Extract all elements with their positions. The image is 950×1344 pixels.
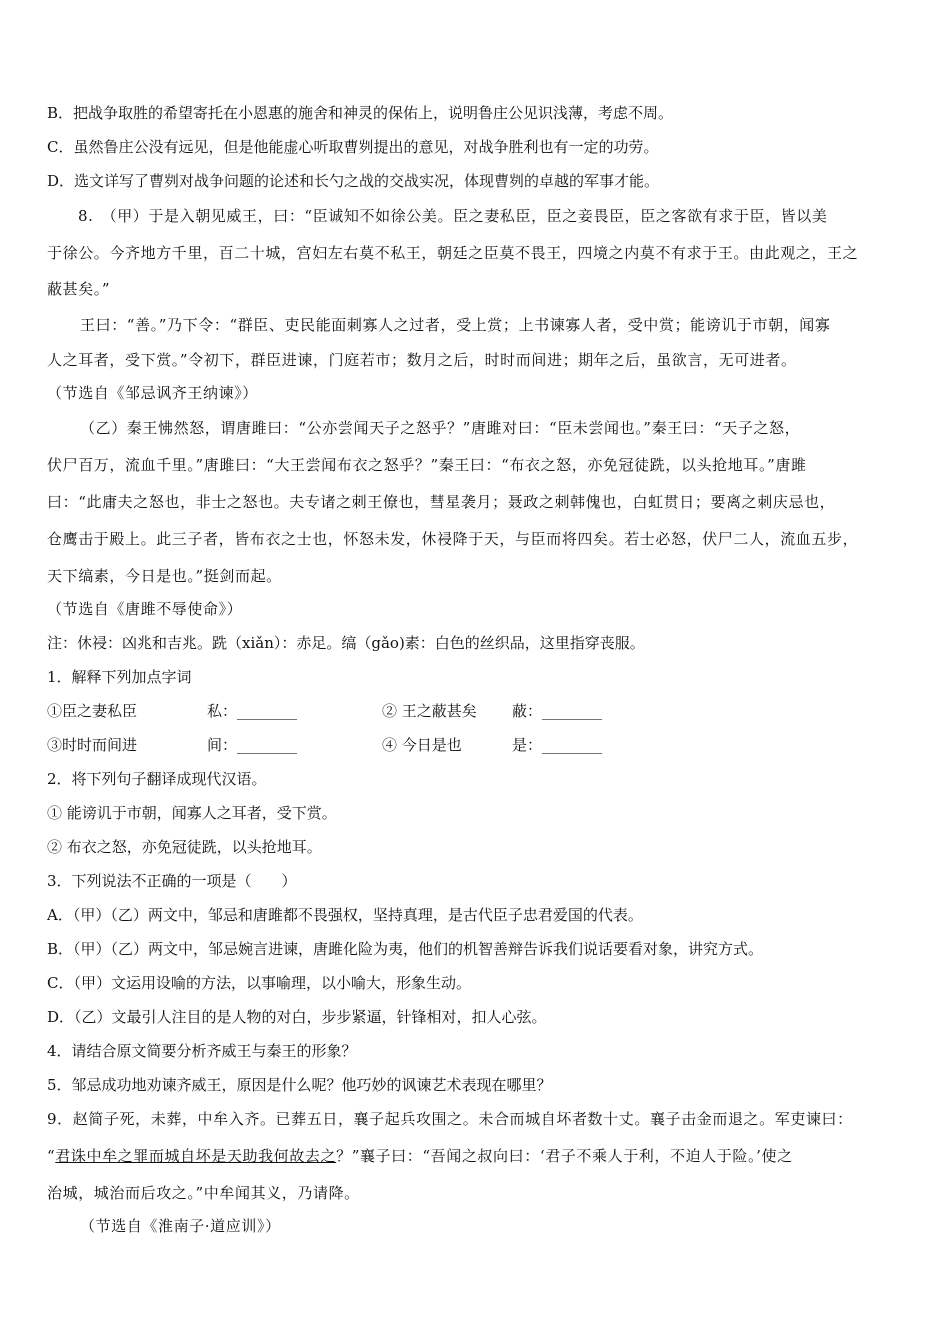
word-item-4: ④ 今日是也 <box>382 736 462 754</box>
answer-blank-2: 蔽：________ <box>512 702 603 720</box>
q8-jia-line-4: 王曰：“善。”乃下令：“群臣、吏民能面刺寡人之过者，受上赏；上书谏寡人者，受中赏；能谤讥于市朝，闻寡 <box>80 316 831 334</box>
word-item-2: ② 王之蔽甚矣 <box>382 702 477 720</box>
q8-sub2-item-1: ① 能谤讥于市朝，闻寡人之耳者，受下赏。 <box>47 804 337 822</box>
q8-yi-source: （节选自《唐雎不辱使命》） <box>47 600 243 618</box>
q8-note: 注：休祲：凶兆和吉兆。跣（xiǎn）：赤足。缟（gǎo)素：白色的丝织品，这里指穿丧服。 <box>47 634 645 652</box>
q9-line-2 <box>47 1146 793 1166</box>
q7-option-c: C．虽然鲁庄公没有远见，但是他能虚心听取曹刿提出的意见，对战争胜利也有一定的功劳。 <box>47 138 659 156</box>
q8-jia-line-3: 蔽甚矣。” <box>47 280 111 298</box>
q9-open-quote: “ <box>47 1147 56 1165</box>
word-item-3: ③时时而间进 <box>47 736 138 754</box>
q8-sub3-option-c: C．（甲）文运用设喻的方法，以事喻理，以小喻大，形象生动。 <box>47 974 471 992</box>
q8-sub5: 5．邹忌成功地劝谏齐威王，原因是什么呢？他巧妙的讽谏艺术表现在哪里？ <box>47 1076 552 1094</box>
q8-jia-line-5: 人之耳者，受下赏。”令初下，群臣进谏，门庭若市；数月之后，时时而间进；期年之后，虽欲言，无可进者。 <box>47 351 797 369</box>
q9-line-2-rest: ？”襄子曰：“吾闻之叔向曰：‘君子不乘人于利，不迫人于险。’使之 <box>336 1147 793 1165</box>
answer-blank-4: 是：________ <box>512 736 603 754</box>
q8-yi-line-3: 曰：“此庸夫之怒也，非士之怒也。夫专诸之刺王僚也，彗星袭月；聂政之刺韩傀也，白虹贯日；要离之刺庆忌也， <box>47 493 836 511</box>
q7-option-b: B．把战争取胜的希望寄托在小恩惠的施舍和神灵的保佑上，说明鲁庄公见识浅薄，考虑不周。 <box>47 104 674 122</box>
q8-sub1-title: 1．解释下列加点字词 <box>47 668 192 686</box>
q8-sub4: 4．请结合原文简要分析齐威王与秦王的形象？ <box>47 1042 357 1060</box>
q8-jia-source: （节选自《邹忌讽齐王纳谏》） <box>47 384 258 402</box>
q8-jia-line-1: 8. （甲）于是入朝见威王，曰：“臣诚知不如徐公美。臣之妻私臣，臣之妾畏臣，臣之客欲有求于臣，皆以美 <box>78 207 828 225</box>
q8-jia-line-2: 于徐公。今齐地方千里，百二十城，宫妇左右莫不私王，朝廷之臣莫不畏王，四境之内莫不有求于王。由此观之，王之 <box>47 244 859 262</box>
q9-line-1: 9．赵简子死，未葬，中牟入齐。已葬五日，襄子起兵攻围之。未合而城自坏者数十丈。襄子击金而退之。军吏谏曰： <box>47 1110 853 1128</box>
q8-sub3-option-d: D．（乙）文最引人注目的是人物的对白，步步紧逼，针锋相对，扣人心弦。 <box>47 1008 547 1026</box>
q7-option-d: D．选文详写了曹刿对战争问题的论述和长勺之战的交战实况，体现曹刿的卓越的军事才能。 <box>47 172 660 190</box>
q8-yi-line-2: 伏尸百万，流血千里。”唐雎曰：“大王尝闻布衣之怒乎？”秦王曰：“布衣之怒，亦免冠徒跣，以头抢地耳。”唐雎 <box>47 456 807 474</box>
q9-line-3: 治城，城治而后攻之。”中牟闻其义，乃请降。 <box>47 1184 360 1202</box>
answer-blank-1: 私：________ <box>207 702 298 720</box>
q8-sub1-row-1 <box>47 701 622 721</box>
q8-yi-line-1: （乙）秦王怫然怒，谓唐雎曰：“公亦尝闻天子之怒乎？”唐雎对曰：“臣未尝闻也。”秦王曰：“天子之怒， <box>80 419 801 437</box>
q9-source: （节选自《淮南子·道应训》） <box>80 1217 281 1235</box>
q9-underlined-sentence: 君诛中牟之罪而城自坏是天助我何故去之 <box>55 1147 337 1165</box>
q8-sub2-title: 2．将下列句子翻译成现代汉语。 <box>47 770 267 788</box>
q8-yi-line-5: 天下缟素，今日是也。”挺剑而起。 <box>47 567 282 585</box>
word-item-1: ①臣之妻私臣 <box>47 702 138 720</box>
q8-sub1-row-2 <box>47 735 622 755</box>
q8-sub3-option-a: A．（甲）（乙）两文中，邹忌和唐雎都不畏强权，坚持真理，是古代臣子忠君爱国的代表。 <box>47 906 643 924</box>
q8-yi-line-4: 仓鹰击于殿上。此三子者，皆布衣之士也，怀怒未发，休祲降于天，与臣而将四矣。若士必怒，伏尸二人，流血五步， <box>47 530 859 548</box>
q8-sub2-item-2: ② 布衣之怒，亦免冠徒跣，以头抢地耳。 <box>47 838 322 856</box>
answer-blank-3: 间：________ <box>207 736 298 754</box>
q8-sub3-option-b: B．（甲）（乙）两文中，邹忌婉言进谏，唐雎化险为夷，他们的机智善辩告诉我们说话要看对象，讲究方式。 <box>47 940 764 958</box>
q8-sub3-title: 3．下列说法不正确的一项是（ ） <box>47 872 297 890</box>
